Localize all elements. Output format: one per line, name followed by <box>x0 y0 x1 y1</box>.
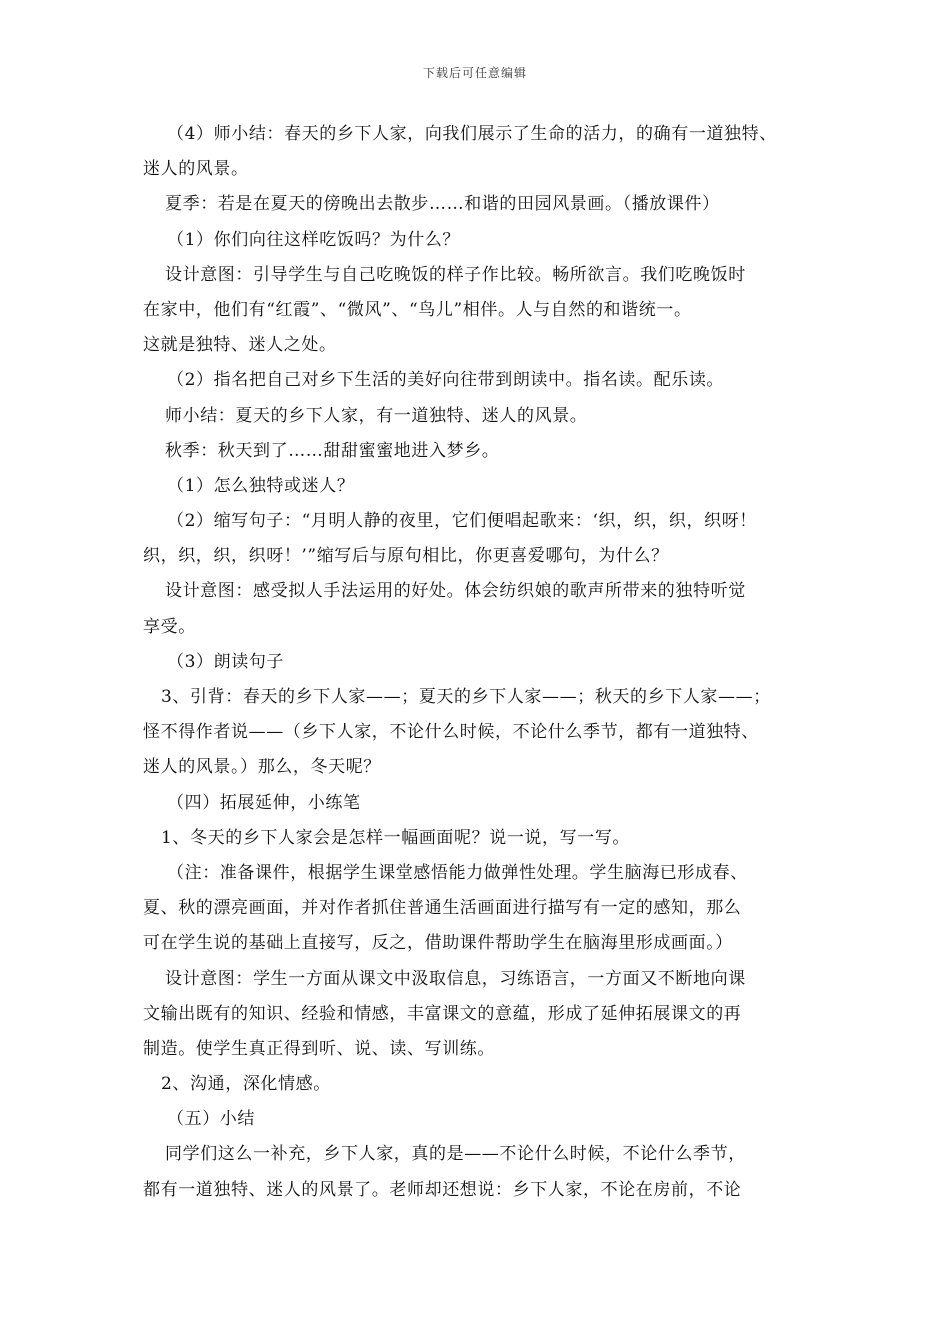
paragraph-line: （1）怎么独特或迷人？ <box>167 475 355 496</box>
paragraph-line: 怪不得作者说——（乡下人家，不论什么时候，不论什么季节，都有一道独特、 <box>143 722 759 743</box>
paragraph-line: （4）师小结：春天的乡下人家，向我们展示了生命的活力，的确有一道独特、 <box>167 124 777 144</box>
paragraph-line: 2、沟通，深化情感。 <box>161 1074 331 1095</box>
paragraph-line: 文输出既有的知识、经验和情感，丰富课文的意蕴，形成了延伸拓展课文的再 <box>143 1003 742 1024</box>
paragraph-line: 这就是独特、迷人之处。 <box>143 335 337 356</box>
paragraph-line: 制造。使学生真正得到听、说、读、写训练。 <box>143 1038 495 1059</box>
paragraph-line: 设计意图：学生一方面从课文中汲取信息，习练语言，一方面又不断地向课 <box>165 968 746 989</box>
paragraph-line: 秋季：秋天到了……甜甜蜜蜜地进入梦乡。 <box>165 440 500 461</box>
paragraph-line: （2）缩写句子：“月明人静的夜里，它们便唱起歌来：‘织，织，织，织呀！ <box>167 511 757 532</box>
paragraph-line: 师小结：夏天的乡下人家，有一道独特、迷人的风景。 <box>165 405 588 426</box>
paragraph-line: 迷人的风景。）那么，冬天呢？ <box>143 757 381 778</box>
paragraph-line: 夏季：若是在夏天的傍晚出去散步……和谐的田园风景画。（播放课件） <box>165 194 720 215</box>
paragraph-line: （1）你们向往这样吃饭吗？为什么？ <box>167 229 461 250</box>
paragraph-line: 设计意图：感受拟人手法运用的好处。体会纺织娘的歌声所带来的独特听觉 <box>165 581 746 602</box>
paragraph-line: 在家中，他们有“红霞”、“微风”、“鸟儿”相伴。人与自然的和谐统一。 <box>143 299 692 320</box>
paragraph-line: （四）拓展延伸，小练笔 <box>167 792 361 813</box>
paragraph-line: 设计意图：引导学生与自己吃晚饭的样子作比较。畅所欲言。我们吃晚饭时 <box>165 264 746 285</box>
paragraph-line: （注：准备课件，根据学生课堂感悟能力做弹性处理。学生脑海已形成春、 <box>167 862 748 883</box>
paragraph-line: 都有一道独特、迷人的风景了。老师却还想说：乡下人家，不论在房前，不论 <box>143 1179 742 1200</box>
paragraph-line: （2）指名把自己对乡下生活的美好向往带到朗读中。指名读。配乐读。 <box>167 370 725 391</box>
paragraph-line: （3）朗读句子 <box>167 651 285 672</box>
document-body <box>143 117 826 1208</box>
paragraph-line: 享受。 <box>143 616 196 637</box>
paragraph-line: 迷人的风景。 <box>143 159 249 180</box>
paragraph-line: 3、引背：春天的乡下人家——；夏天的乡下人家——；秋天的乡下人家——； <box>161 687 771 707</box>
paragraph-line: 可在学生说的基础上直接写，反之，借助课件帮助学生在脑海里形成画面。） <box>143 933 733 954</box>
paragraph-line: 1、冬天的乡下人家会是怎样一幅画面呢？说一说，写一写。 <box>161 827 631 848</box>
paragraph-line: （五）小结 <box>167 1109 255 1130</box>
page-header: 下载后可任意编辑 <box>422 66 527 80</box>
paragraph-line: 同学们这么一补充，乡下人家，真的是——不论什么时候，不论什么季节， <box>165 1144 746 1165</box>
paragraph-line: 夏、秋的漂亮画面，并对作者抓住普通生活画面进行描写有一定的感知，那么 <box>143 898 742 919</box>
paragraph-line: 织，织，织，织呀！’”缩写后与原句相比，你更喜爱哪句，为什么？ <box>143 546 669 567</box>
